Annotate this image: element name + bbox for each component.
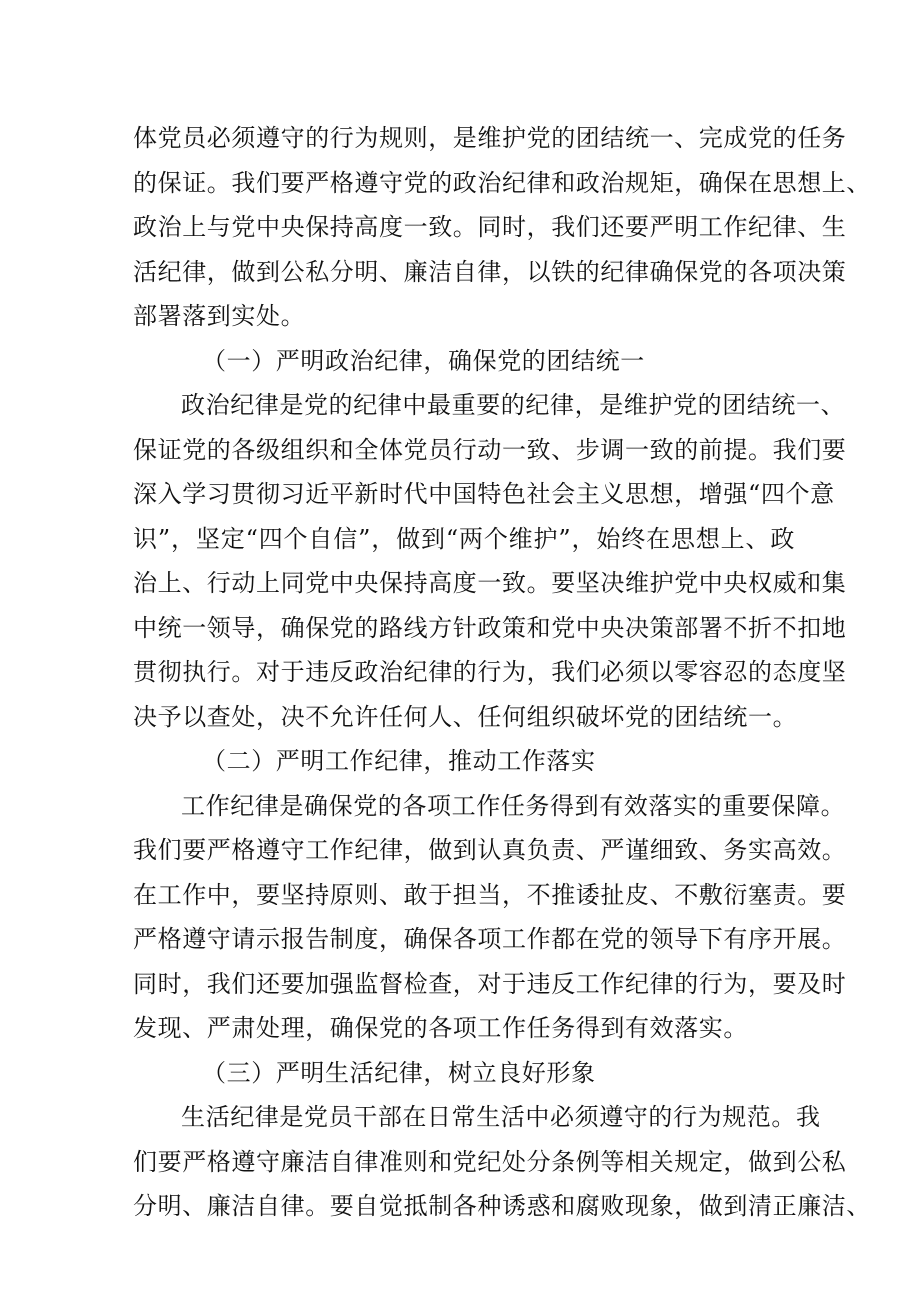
document-page [133, 116, 871, 1229]
text-line: 同时，我们还要加强监督检查，对于违反工作纪律的行为，要及时 [133, 969, 847, 998]
text-line: 严格遵守请示报告制度，确保各项工作都在党的领导下有序开展。 [133, 925, 847, 953]
text-line: 发现、严肃处理，确保党的各项工作任务得到有效落实。 [133, 1014, 748, 1042]
text-line: 我们要严格遵守工作纪律，做到认真负责、严谨细致、务实高效。 [133, 836, 847, 864]
paragraph-first-line: 生活纪律是党员干部在日常生活中必须遵守的行为规范。我 [181, 1103, 821, 1131]
text-line: 活纪律，做到公私分明、廉洁自律，以铁的纪律确保党的各项决策 [133, 257, 847, 286]
text-line: 的保证。我们要严格遵守党的政治纪律和政治规矩，确保在思想上、 [133, 168, 871, 197]
text-line: 治上、行动上同党中央保持高度一致。要坚决维护党中央权威和集 [133, 569, 847, 597]
text-line: 深入学习贯彻习近平新时代中国特色社会主义思想，增强“四个意 [133, 480, 835, 508]
section-heading-3: （三）严明生活纪律，树立良好形象 [202, 1058, 596, 1087]
text-line: 分明、廉洁自律。要自觉抵制各种诱惑和腐败现象，做到清正廉洁、 [133, 1192, 871, 1220]
text-line: 们要严格遵守廉洁自律准则和党纪处分条例等相关规定，做到公私 [133, 1147, 847, 1176]
text-line: 部署落到实处。 [133, 302, 306, 330]
text-line: 中统一领导，确保党的路线方针政策和党中央决策部署不折不扣地 [133, 613, 847, 642]
text-line: 识”，坚定“四个自信”，做到“两个维护”，始终在思想上、政 [133, 524, 795, 553]
paragraph-first-line: 工作纪律是确保党的各项工作任务得到有效落实的重要保障。 [181, 791, 846, 820]
text-line: 在工作中，要坚持原则、敢于担当，不推诿扯皮、不敷衍塞责。要 [133, 880, 847, 909]
text-line: 保证党的各级组织和全体党员行动一致、步调一致的前提。我们要 [133, 435, 847, 464]
text-line: 体党员必须遵守的行为规则，是维护党的团结统一、完成党的任务 [133, 124, 847, 152]
text-line: 决予以查处，决不允许任何人、任何组织破坏党的团结统一。 [133, 702, 798, 731]
text-line: 政治上与党中央保持高度一致。同时，我们还要严明工作纪律、生 [133, 213, 847, 241]
paragraph-first-line: 政治纪律是党的纪律中最重要的纪律，是维护党的团结统一、 [181, 391, 846, 419]
section-heading-2: （二）严明工作纪律，推动工作落实 [202, 747, 596, 775]
section-heading-1: （一）严明政治纪律，确保党的团结统一 [202, 346, 645, 375]
text-line: 贯彻执行。对于违反政治纪律的行为，我们必须以零容忍的态度坚 [133, 658, 847, 686]
